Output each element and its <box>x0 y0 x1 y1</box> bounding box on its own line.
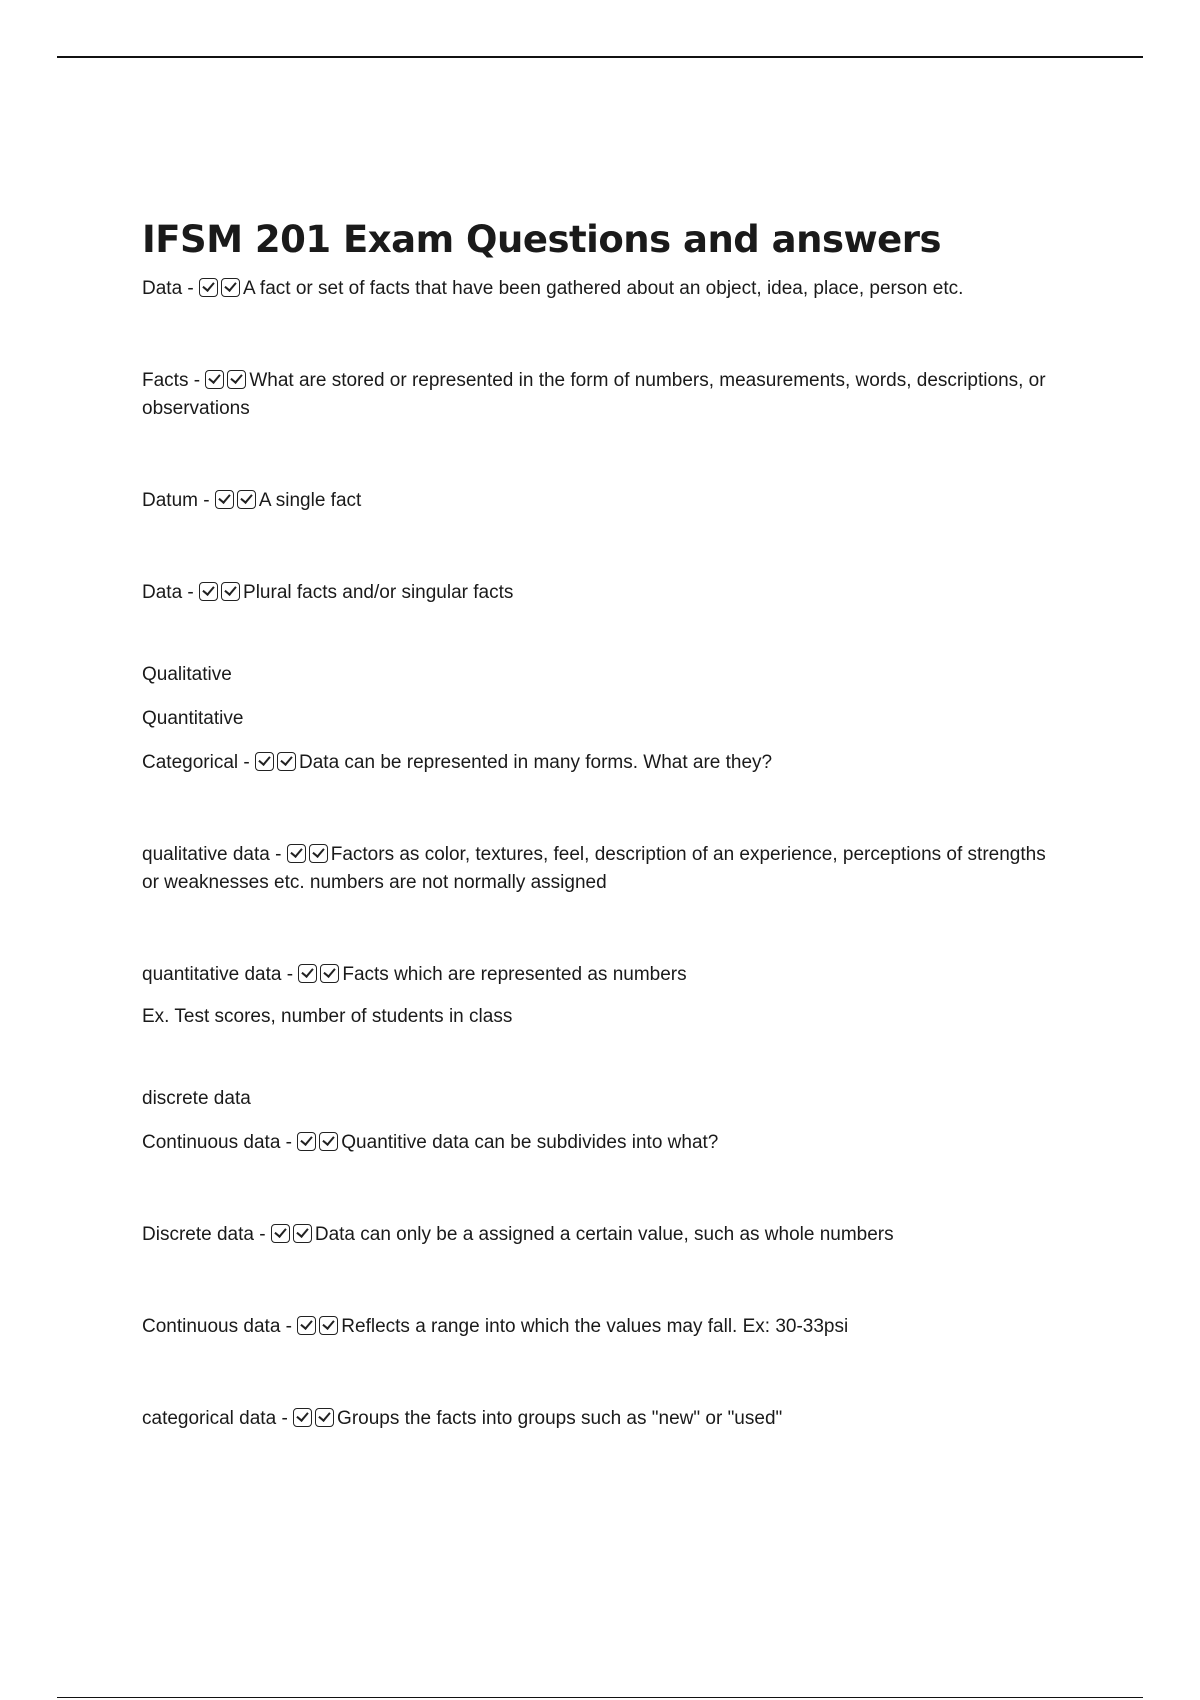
qa-main-line <box>142 1405 1062 1433</box>
qa-separator: - <box>187 278 194 299</box>
qa-term: qualitative data <box>142 844 270 865</box>
qa-main-line <box>142 579 1062 607</box>
qa-definition: Quantitive data can be subdivides into what? <box>341 1132 719 1153</box>
qa-separator: - <box>193 370 201 391</box>
qa-term: categorical data <box>142 1408 277 1429</box>
qa-pre-line: Quantitative <box>142 708 244 729</box>
top-rule <box>57 56 1143 58</box>
checkbox-checked-icon <box>309 844 328 863</box>
checkbox-checked-icon <box>297 1132 316 1151</box>
qa-main-line <box>142 487 1062 515</box>
checkbox-checked-icon <box>293 1408 312 1427</box>
qa-main-line <box>142 749 1062 777</box>
checkbox-checked-icon <box>287 844 306 863</box>
qa-main-line <box>142 961 1062 989</box>
qa-definition: Plural facts and/or singular facts <box>243 582 514 603</box>
qa-main-line <box>142 1129 1062 1157</box>
checkbox-checked-icon <box>298 964 317 983</box>
qa-pre-line: discrete data <box>142 1088 251 1109</box>
checkbox-checked-icon <box>319 1132 338 1151</box>
qa-main-line <box>142 367 1062 423</box>
qa-term: quantitative data <box>142 964 282 985</box>
qa-term: Categorical <box>142 752 239 773</box>
qa-entry <box>142 661 1062 777</box>
qa-term: Continuous data <box>142 1316 281 1337</box>
document-title: IFSM 201 Exam Questions and answers <box>142 218 942 261</box>
checkbox-checked-icon <box>221 582 240 601</box>
qa-term: Datum <box>142 490 198 511</box>
qa-entry <box>142 579 1062 607</box>
qa-entry <box>142 1085 1062 1157</box>
qa-term: Continuous data <box>142 1132 281 1153</box>
checkbox-checked-icon <box>221 278 240 297</box>
checkbox-checked-icon <box>297 1316 316 1335</box>
qa-main-line <box>142 1221 1062 1249</box>
qa-entry <box>142 961 1062 1031</box>
qa-separator: - <box>259 1224 266 1245</box>
qa-definition: Data can be represented in many forms. What are they? <box>299 752 773 773</box>
document-body <box>142 218 1062 1433</box>
qa-definition: Groups the facts into groups such as "new" or "used" <box>337 1408 783 1429</box>
qa-entry <box>142 275 1062 303</box>
qa-entry <box>142 1405 1062 1433</box>
checkbox-checked-icon <box>237 490 256 509</box>
qa-term: Data <box>142 278 183 299</box>
qa-list <box>142 275 1062 1433</box>
qa-entry <box>142 487 1062 515</box>
checkbox-checked-icon <box>215 490 234 509</box>
bottom-rule <box>57 1697 1143 1698</box>
qa-definition: Factors as color, textures, feel, description of an experience, perceptions of strengths or weaknesses etc. numbers are not normally assigned <box>142 844 1046 893</box>
qa-separator: - <box>187 582 194 603</box>
qa-entry <box>142 1221 1062 1249</box>
checkbox-checked-icon <box>319 1316 338 1335</box>
checkbox-checked-icon <box>277 752 296 771</box>
qa-separator: - <box>275 844 282 865</box>
qa-entry <box>142 841 1062 897</box>
qa-entry <box>142 1313 1062 1341</box>
qa-separator: - <box>285 1316 292 1337</box>
qa-definition: What are stored or represented in the form of numbers, measurements, words, descriptions, or observations <box>142 370 1046 419</box>
checkbox-checked-icon <box>315 1408 334 1427</box>
qa-definition: Reflects a range into which the values may fall. Ex: 30-33psi <box>341 1316 849 1337</box>
checkbox-checked-icon <box>293 1224 312 1243</box>
qa-pre-line: Qualitative <box>142 664 232 685</box>
checkbox-checked-icon <box>199 278 218 297</box>
qa-main-line <box>142 1313 1062 1341</box>
qa-entry <box>142 367 1062 423</box>
checkbox-checked-icon <box>199 582 218 601</box>
qa-separator: - <box>285 1132 292 1153</box>
checkbox-checked-icon <box>227 370 246 389</box>
qa-definition: Data can only be a assigned a certain value, such as whole numbers <box>314 1224 894 1245</box>
qa-separator: - <box>281 1408 288 1429</box>
qa-term: Discrete data <box>142 1224 254 1245</box>
qa-separator: - <box>203 490 210 511</box>
qa-separator: - <box>286 964 294 985</box>
qa-definition: A fact or set of facts that have been gathered about an object, idea, place, person etc. <box>243 278 964 299</box>
qa-main-line <box>142 841 1062 897</box>
qa-term: Facts <box>142 370 189 391</box>
qa-definition: A single fact <box>258 490 362 511</box>
qa-term: Data <box>142 582 183 603</box>
checkbox-checked-icon <box>205 370 224 389</box>
qa-main-line <box>142 275 1062 303</box>
qa-separator: - <box>243 752 250 773</box>
checkbox-checked-icon <box>271 1224 290 1243</box>
qa-definition: Facts which are represented as numbers <box>342 964 687 985</box>
checkbox-checked-icon <box>255 752 274 771</box>
checkbox-checked-icon <box>320 964 339 983</box>
qa-post-line: Ex. Test scores, number of students in class <box>142 1006 513 1027</box>
